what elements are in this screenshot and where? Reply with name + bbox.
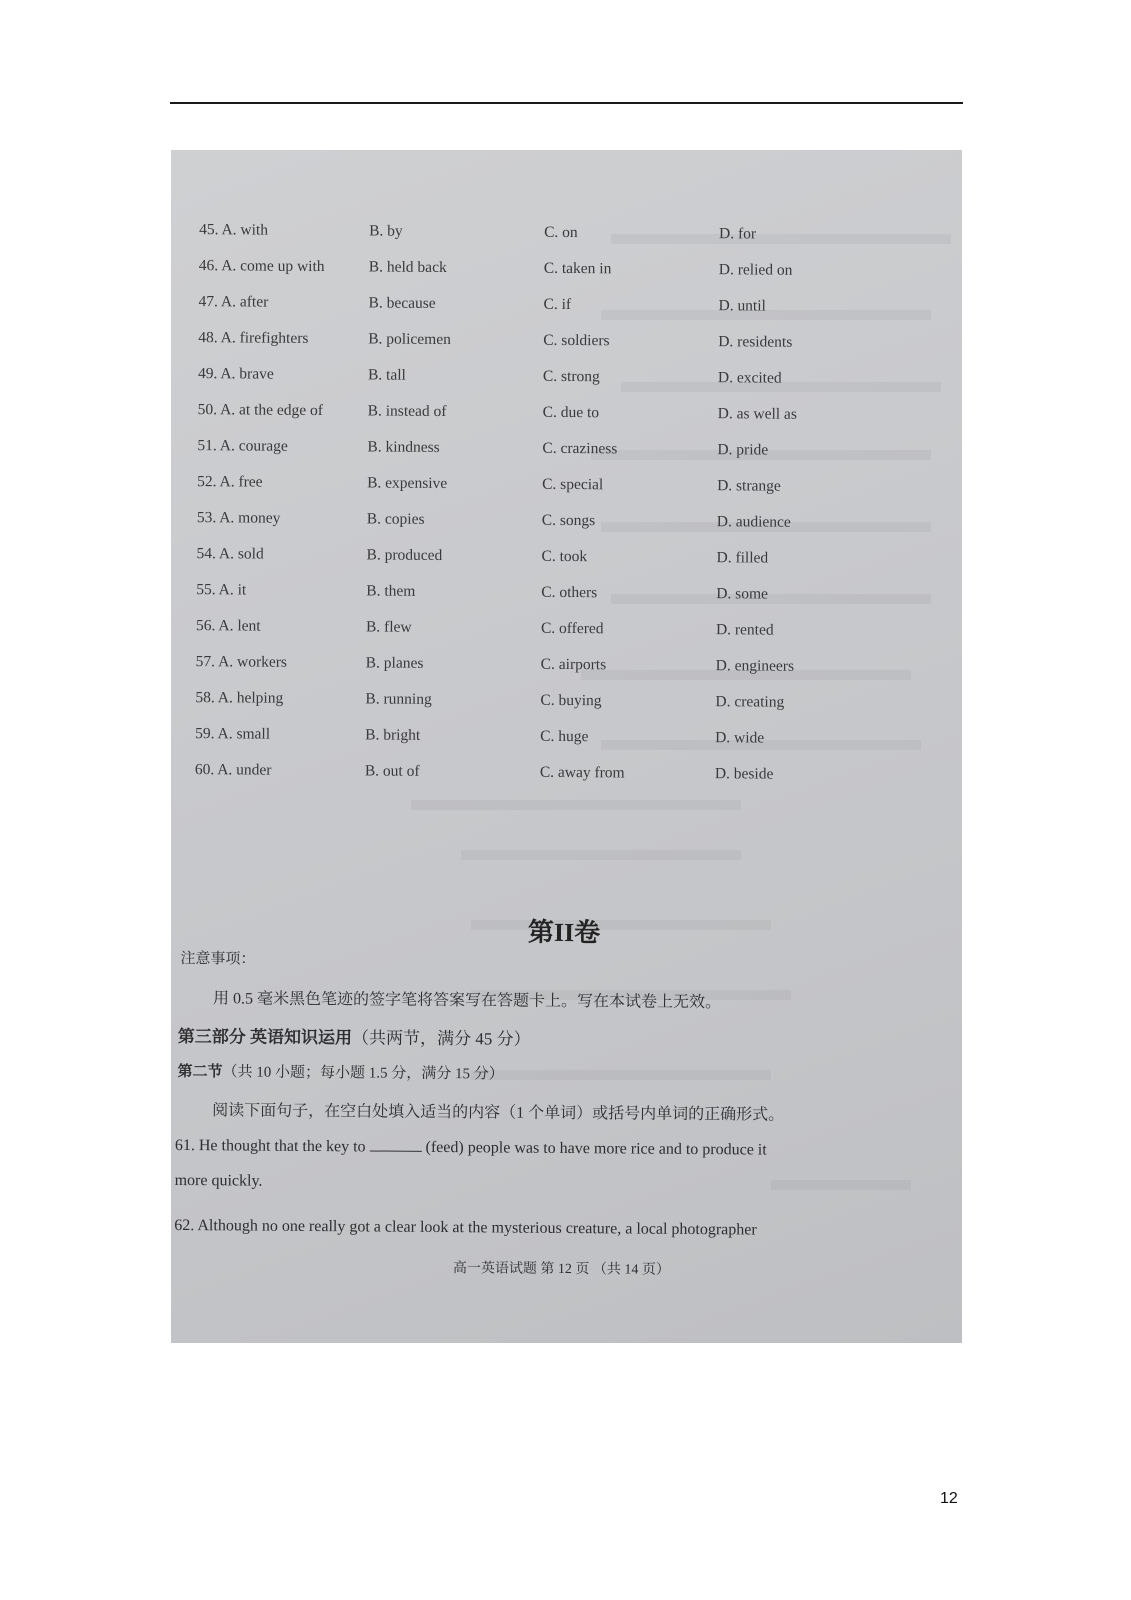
option-d: D. for [719,225,757,243]
option-d: D. some [716,585,769,603]
option-c: C. special [542,475,604,494]
option-c: C. strong [542,367,600,386]
question-62: 62. Although no one really got a clear look at the mysterious creature, a local photographer [174,1216,757,1239]
option-d: D. pride [717,441,769,459]
option-a: 60. A. under [194,761,272,779]
exam-sheet [171,150,962,1343]
option-c: C. took [541,547,588,566]
exam-footer: 高一英语试题 第 12 页 （共 14 页） [452,1261,671,1278]
option-a: 53. A. money [196,509,281,527]
option-a: 57. A. workers [195,653,288,671]
option-d: D. engineers [715,657,795,675]
option-b: B. bright [365,726,421,744]
option-a: 58. A. helping [195,689,284,707]
notice-text: 用 0.5 毫米黑色笔迹的签字笔将答案写在答题卡上。写在本试卷上无效。 [213,990,722,1012]
question-row [171,689,961,719]
question-row [173,401,962,431]
option-d: D. creating [715,693,785,711]
question-61-continued: more quickly. [174,1171,263,1190]
option-c: C. songs [541,511,596,530]
question-row [173,329,962,359]
option-a: 56. A. lent [195,617,261,635]
option-d: D. relied on [718,261,793,279]
option-b: B. instead of [367,402,447,421]
option-a: 50. A. at the edge of [197,401,324,420]
option-a: 54. A. sold [196,545,264,563]
question-row [171,581,962,611]
option-c: C. if [543,295,572,314]
section2-title: 第二节 [177,1063,223,1081]
option-a: 55. A. it [196,581,247,599]
option-c: C. soldiers [543,331,610,350]
option-d: D. audience [716,513,791,531]
question-row [174,257,962,287]
option-b: B. because [368,294,436,312]
question-row [171,545,962,575]
question-61-start: 61. He thought that the key to [174,1136,366,1156]
option-a: 45. A. with [199,221,269,239]
question-row [174,221,962,251]
question-row [171,761,961,791]
option-a: 49. A. brave [197,365,274,383]
option-b: B. tall [367,366,406,384]
question-row [171,653,962,683]
question-row [172,437,962,467]
option-b: B. held back [368,258,447,277]
option-d: D. beside [714,765,774,783]
question-61-end: (feed) people was to have more rice and to produce it [425,1138,767,1159]
option-b: B. policemen [368,330,451,349]
page-number: 12 [940,1490,958,1507]
option-d: D. rented [715,621,774,639]
scanned-exam-photo [171,150,962,1343]
option-d: D. until [718,297,766,315]
answer-blank [370,1150,422,1151]
header-rule [170,102,963,104]
option-b: B. flew [365,618,412,636]
option-c: C. taken in [543,259,612,278]
option-d: D. residents [718,333,793,351]
option-c: C. due to [542,403,600,422]
option-a: 59. A. small [195,725,271,743]
option-c: C. others [541,583,598,602]
option-a: 51. A. courage [197,437,288,455]
question-row [172,509,962,539]
option-c: C. craziness [542,439,618,458]
question-row [173,293,962,323]
part3-heading [178,1022,531,1050]
option-d: D. excited [717,369,782,387]
option-c: C. buying [540,691,602,710]
option-b: B. by [369,222,403,240]
option-b: B. running [365,690,432,708]
question-row [173,365,962,395]
question-row [171,725,961,755]
notice-label: 注意事项： [180,950,256,968]
option-b: B. planes [365,654,424,672]
option-c: C. huge [540,727,589,746]
option-c: C. on [544,223,578,242]
question-61 [175,1137,767,1160]
option-a: 52. A. free [197,473,263,491]
section-title: 第II卷 [527,917,601,948]
option-d: D. strange [717,477,781,495]
option-d: D. as well as [717,405,797,423]
instructions: 阅读下面句子，在空白处填入适当的内容（1 个单词）或括号内单词的正确形式。 [212,1102,785,1124]
part3-note: （共两节，满分 45 分） [351,1028,531,1049]
option-a: 47. A. after [198,293,269,311]
option-b: B. copies [366,510,425,528]
section2-heading [177,1060,503,1084]
option-b: B. expensive [367,474,448,493]
option-c: C. offered [540,619,604,638]
section2-note: （共 10 小题；每小题 1.5 分，满分 15 分） [222,1064,504,1083]
option-b: B. out of [364,762,420,780]
part3-title: 第三部分 英语知识运用 [177,1026,353,1048]
option-d: D. filled [716,549,769,567]
option-b: B. produced [366,546,443,565]
option-c: C. airports [540,655,607,674]
option-d: D. wide [715,729,765,747]
option-b: B. them [366,582,416,600]
option-b: B. kindness [367,438,440,456]
option-a: 46. A. come up with [198,257,325,276]
option-a: 48. A. firefighters [198,329,309,347]
option-c: C. away from [539,763,625,782]
question-row [171,617,962,647]
question-row [172,473,962,503]
